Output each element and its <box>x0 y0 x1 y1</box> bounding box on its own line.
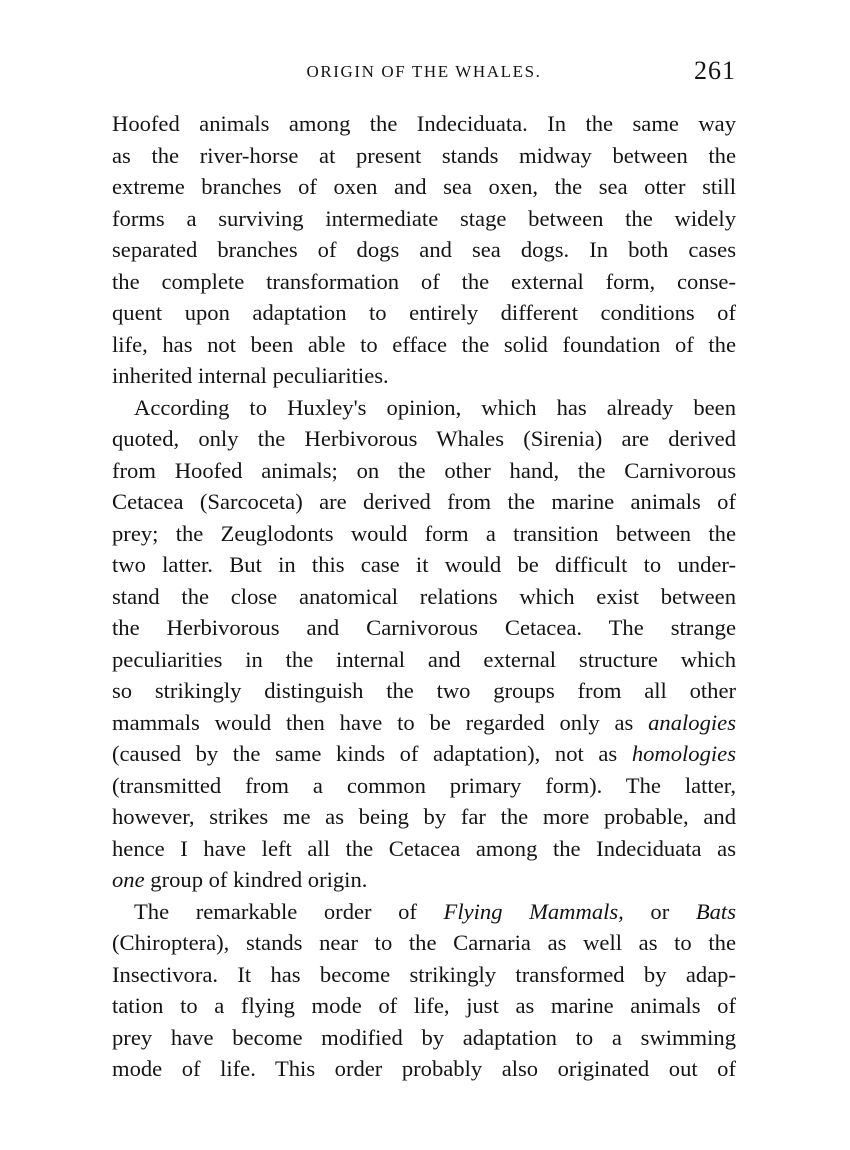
text-line: life, has not been able to efface the solid foundation of the <box>112 331 736 357</box>
text-line-italic: The remarkable order of Flying Mammals, or Bats <box>134 898 736 924</box>
paragraph-2 <box>112 392 736 896</box>
italic-term: homologies <box>631 741 736 766</box>
text-line: (Chiroptera), stands near to the Carnaria as well as to the <box>112 930 736 955</box>
text-line: as the river-horse at present stands midway between the <box>112 142 736 168</box>
text-line: hence I have left all the Cetacea among the Indeciduata as <box>112 835 736 861</box>
text-line: separated branches of dogs and sea dogs. In both cases <box>112 237 736 262</box>
text-line: two latter. But in this case it would be difficult to under- <box>112 552 736 577</box>
text-line: stand the close anatomical relations which exist between <box>112 583 736 609</box>
text-line: quent upon adaptation to entirely different conditions of <box>112 300 736 325</box>
text-line: mode of life. This order probably also originated out of <box>112 1056 736 1081</box>
text-line: Hoofed animals among the Indeciduata. In the same way <box>112 111 736 136</box>
italic-term: one <box>112 867 145 892</box>
page-number: 261 <box>694 56 736 85</box>
text-line-italic: (caused by the same kinds of adaptation), not as homologies <box>112 741 736 766</box>
italic-term: Bats <box>695 898 736 924</box>
paragraph-1 <box>112 108 736 392</box>
text-line: inherited internal peculiarities. <box>112 363 389 388</box>
text-line: Cetacea (Sarcoceta) are derived from the marine animals of <box>112 489 736 514</box>
text-line: According to Huxley's opinion, which has already been <box>134 394 736 420</box>
italic-term: analogies <box>648 709 736 735</box>
text-line-italic: mammals would then have to be regarded only as analogies <box>112 709 736 735</box>
text-line: the Herbivorous and Carnivorous Cetacea. The strange <box>112 615 736 640</box>
text-line: Insectivora. It has become strikingly transformed by adap- <box>112 961 736 987</box>
text-line: (transmitted from a common primary form). The latter, <box>112 772 736 798</box>
running-head <box>112 56 736 90</box>
italic-term: Flying Mammals, <box>443 898 624 924</box>
text-line: however, strikes me as being by far the more probable, and <box>112 804 736 829</box>
text-line: tation to a flying mode of life, just as marine animals of <box>112 993 736 1018</box>
body-text <box>112 108 736 1085</box>
text-line: prey have become modified by adaptation to a swimming <box>112 1024 736 1050</box>
text-line: from Hoofed animals; on the other hand, the Carnivorous <box>112 457 736 483</box>
text-line: peculiarities in the internal and external structure which <box>112 646 736 672</box>
text-line-italic: one group of kindred origin. <box>112 867 368 892</box>
text-line: so strikingly distinguish the two groups from all other <box>112 678 736 703</box>
text-line: extreme branches of oxen and sea oxen, the sea otter still <box>112 174 736 199</box>
text-line: quoted, only the Herbivorous Whales (Sirenia) are derived <box>112 426 736 451</box>
text-line: forms a surviving intermediate stage between the widely <box>112 205 736 231</box>
paragraph-3 <box>112 896 736 1085</box>
text-line: the complete transformation of the external form, conse- <box>112 268 736 294</box>
text-line: prey; the Zeuglodonts would form a transition between the <box>112 520 736 546</box>
running-title: ORIGIN OF THE WHALES. <box>306 62 542 81</box>
